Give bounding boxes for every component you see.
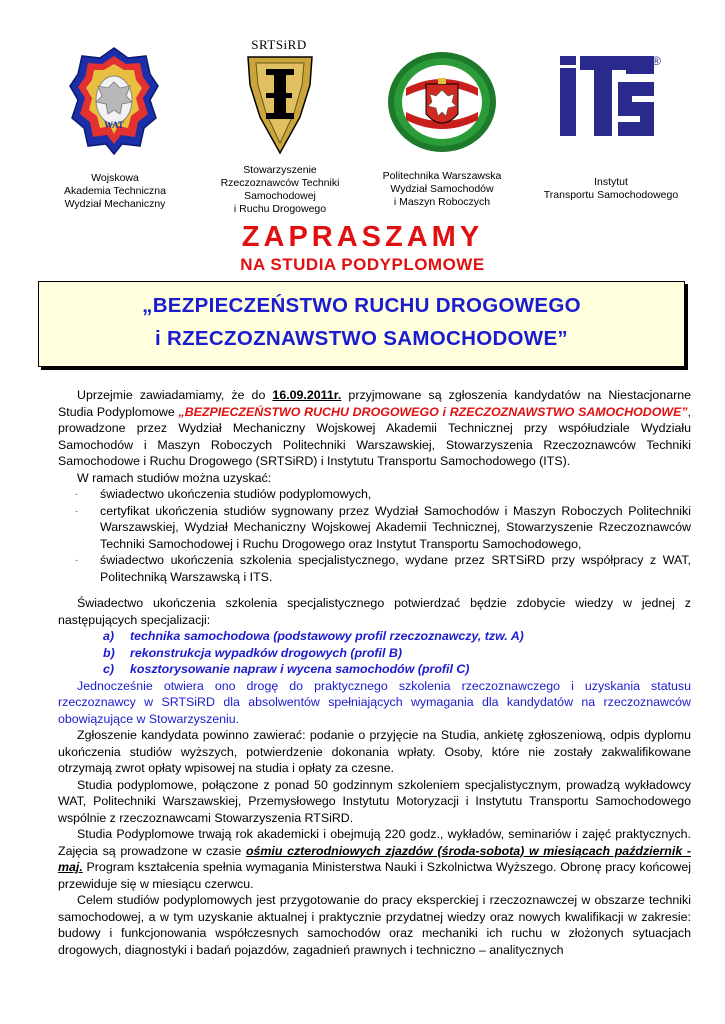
srtsird-caption-line: i Ruchu Drogowego [233,203,327,215]
intro-text: , prowadzone przez Wydział Mechaniczny Wojskowej Akademii Technicznej przy współudziale Wydziału Samochodów i Maszyn Roboczych Politechniki Warszawskiej, Stowarzyszenia Rzeczoznawców Techniki Samochodowe i Ruchu Drogowego (SRTSiRD) i Instytutu Transportu Samochodowego (ITS). [58,404,691,468]
wat-badge-text: WAT [104,120,124,130]
registered-mark: ® [652,54,661,68]
duration-paragraph [58,826,691,892]
schedule-emphasis: ośmiu czterodniowych zjazdów (środa-sobota) w miesiącach październik - maj. [58,843,691,874]
document-body [58,387,691,958]
list-item [58,645,691,662]
list-item: - świadectwo ukończenia szkolenia specjalistycznego, wydane przez SRTSiRD przy współpracy z WAT, Politechniką Warszawską i ITS. [58,552,691,585]
program-title-line2: i RZECZOZNAWSTWO SAMOCHODOWE” [155,327,568,350]
wat-caption-line: Wydział Mechaniczny [64,198,166,210]
list-item: - certyfikat ukończenia studiów sygnowany przez Wydział Samochodów i Maszyn Roboczych Politechniki Warszawskiej, Wydział Mechaniczny Wojskowej Akademii Technicznej, Stowarzyszenie Rzeczoznawców Techniki Samochodowej i Ruchu Drogowego oraz Instytut Transportu Samochodowego, [58,503,691,553]
srtsird-caption-line: Rzeczoznawców Techniki [220,177,340,189]
program-name: „BEZPIECZEŃSTWO RUCHU DROGOWEGO i RZECZOZNAWSTWO SAMOCHODOWE” [178,404,688,419]
spec-text: kosztorysowanie napraw i wycena samochodów (profil C) [130,662,470,676]
its-caption [526,176,696,202]
application-paragraph: Zgłoszenie kandydata powinno zawierać: podanie o przyjęcie na Studia, ankietę zgłoszeniową, odpis dyplomu ukończenia studiów wyższych, potwierdzenie dokonania wpłaty. Osoby, które nie zostały zakwalifikowane otrzymają zwrot opłaty wpisowej na studia i opłaty za czesne. [58,728,691,775]
pw-emblem-icon [386,50,498,154]
wat-emblem-icon [68,46,160,156]
list-item [58,628,691,645]
srtsird-caption-line: Stowarzyszenie [243,164,317,176]
spec-label: a) [103,629,115,643]
srtsird-shield-icon [244,55,316,155]
srtsird-caption [206,164,354,216]
program-title-line1: „BEZPIECZEŃSTWO RUCHU DROGOWEGO [142,294,581,317]
list-item: - świadectwo ukończenia studiów podyplomowych, [58,486,691,503]
pw-caption-line: i Maszyn Roboczych [393,196,491,208]
pw-caption-line: Wydział Samochodów [390,183,494,195]
title-box [38,281,685,367]
its-caption-line: Instytut [594,176,628,188]
spec-label: b) [103,645,115,660]
spec-intro: Świadectwo ukończenia szkolenia specjalistycznego potwierdzać będzie zdobycie wiedzy w jednej z następujących specjalizacji: [58,596,691,627]
specializations-list [58,628,691,678]
spec-label: c) [103,662,115,676]
duration-text: Studia Podyplomowe trwają rok akademicki i obejmują 220 godz., wykładów, seminariów i zajęć praktycznych. Zajęcia są prowadzone w czasie [58,827,691,858]
list-item [58,661,691,678]
benefits-list [58,486,691,585]
headline: ZAPRASZAMY [241,221,484,253]
its-logo-icon [556,52,666,144]
duration-text: Program kształcenia spełnia wymagania Ministerstwa Nauki i Szkolnictwa Wyższego. Obronę pracy końcowej przewiduje się w miesiącu czerwcu. [58,860,691,891]
lecturers-paragraph: Studia podyplomowe, połączone z ponad 50 godzinnym szkoleniem specjalistycznym, prowadzą wykładowcy WAT, Politechniki Warszawskiej, Przemysłowego Instytutu Motoryzacji i Instytutu Transportu Samochodowego wspólnie z rzeczoznawcami Stowarzyszenia RTSiRD. [58,777,691,825]
srtsird-caption-line: Samochodowej [244,190,316,202]
subheadline: NA STUDIA PODYPLOMOWE [240,255,485,274]
logos-row [0,0,725,230]
pw-caption-line: Politechnika Warszawska [382,170,502,182]
pw-caption [374,170,510,209]
spec-text: rekonstrukcja wypadków drogowych (profil B) [130,645,402,660]
goal-paragraph: Celem studiów podyplomowych jest przygotowanie do pracy eksperckiej i rzeczoznawczej w obszarze techniki samochodowej, a w tym uzyskanie aktualnej i praktycznie przydatnej wiedzy oraz nowych kwalifikacji w zakresie: budowy i funkcjonowania współczesnych samochodów oraz mechaniki ich ruchu w złożonych sytuacjach drogowych, diagnostyki i badań pojazdów, zagadnień prawnych i techniczno – analitycznych [58,893,691,957]
its-caption-line: Transportu Samochodowego [543,189,679,201]
spec-text: technika samochodowa (podstawowy profil rzeczoznawczy, tzw. A) [130,629,524,643]
wat-caption [45,172,185,211]
intro-text: Uprzejmie zawiadamiamy, że do [77,388,273,402]
deadline-date: 16.09.2011r. [272,388,342,402]
benefits-intro: W ramach studiów można uzyskać: [77,470,272,485]
wat-caption-line: Wojskowa [91,172,139,184]
certification-note: Jednocześnie otwiera ono drogę do praktycznego szkolenia rzeczoznawczego i uzyskania statusu rzeczoznawcy w SRTSiRD dla absolwentów spełniających wymagania dla kandydatów na rzeczoznawców obowiązujące w Stowarzyszeniu. [58,678,691,726]
srtsird-label: SRTSiRD [251,37,307,52]
intro-paragraph [58,387,691,470]
intro-text: przyjmowane są zgłoszenia kandydatów na Niestacjonarne Studia Podyplomowe [58,388,692,419]
wat-caption-line: Akademia Techniczna [64,185,166,197]
